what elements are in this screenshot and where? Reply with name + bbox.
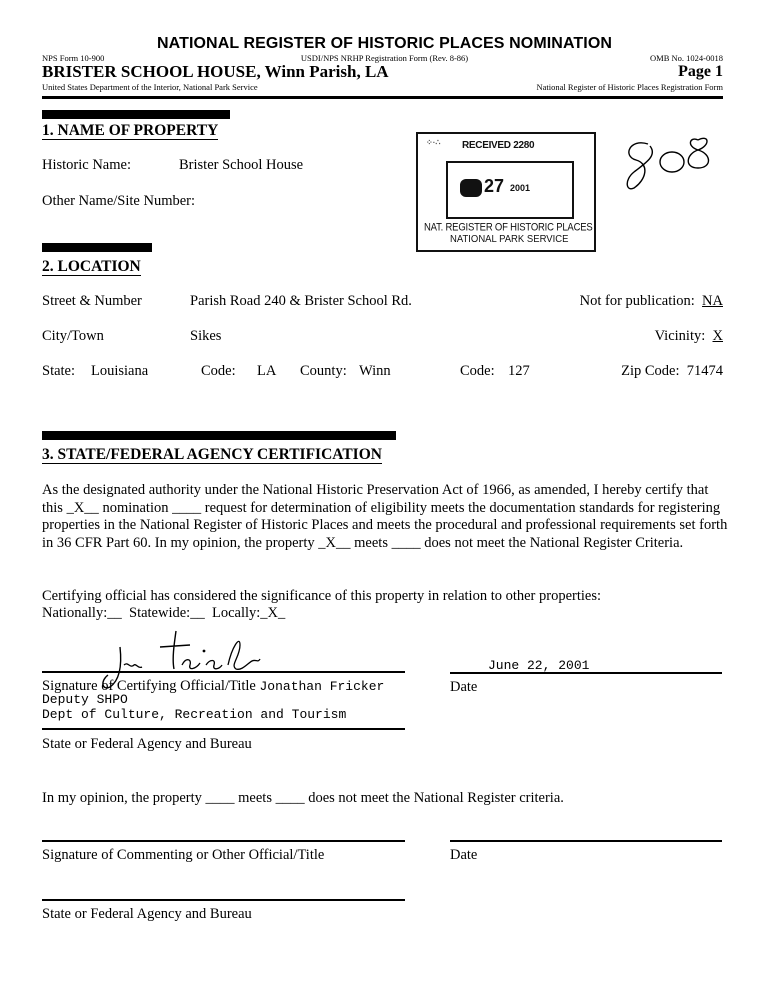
not-for-publication-value: NA — [702, 293, 723, 309]
state-code-value: LA — [257, 363, 277, 379]
agency-name: United States Department of the Interior, National Park Service — [42, 82, 258, 92]
commenting-opinion — [42, 790, 564, 807]
not-meets-mark: ____ — [391, 534, 421, 551]
form-number: NPS Form 10-900 — [42, 53, 105, 63]
document-title: NATIONAL REGISTER OF HISTORIC PLACES NOMINATION — [156, 35, 613, 52]
historic-name-value: Brister School House — [179, 157, 304, 173]
nomination-mark: _X__ — [66, 499, 99, 516]
section2-bar — [42, 243, 152, 252]
cert-text-1: As the designated authority under the National Historic Preservation Act of 1966, as amended, I hereby certify that this — [42, 482, 709, 516]
meets-mark: _X__ — [318, 534, 351, 551]
form-name: USDI/NPS NRHP Registration Form (Rev. 8-86) — [300, 53, 469, 63]
street-value: Parish Road 240 & Brister School Rd. — [190, 293, 412, 309]
opinion-meets-mark: ____ — [205, 790, 235, 806]
section1-bar — [42, 110, 230, 119]
vicinity — [655, 328, 723, 345]
state-value: Louisiana — [91, 363, 149, 379]
omb-number: OMB No. 1024-0018 — [650, 53, 723, 63]
certifying-bureau-line — [42, 728, 405, 730]
commenting-signature-line — [42, 840, 405, 842]
county-code-value: 127 — [508, 363, 530, 379]
county-code-label: Code: — [460, 363, 495, 379]
opinion-text-3: does not meet the National Register criteria. — [304, 790, 564, 806]
statewide-label: Statewide: — [129, 605, 191, 621]
opinion-text-2: meets — [234, 790, 276, 806]
not-for-publication-label: Not for publication: — [579, 293, 695, 309]
significance-levels — [42, 605, 285, 622]
locally-label: Locally: — [211, 605, 261, 621]
section1-heading: 1. NAME OF PROPERTY — [42, 122, 219, 139]
stamp-date-box — [446, 161, 574, 219]
request-mark: ____ — [172, 499, 202, 516]
handwritten-number-808 — [620, 132, 720, 194]
stamp-noise: ⁘·∴ — [426, 138, 441, 147]
commenting-bureau-label: State or Federal Agency and Bureau — [42, 906, 252, 922]
certifying-official-title: Deputy SHPO — [42, 692, 128, 707]
locally-value: _X_ — [260, 605, 286, 621]
certifying-signature-label: Signature of Certifying Official/Title — [42, 678, 256, 694]
stamp-month-blot — [460, 179, 482, 197]
commenting-bureau-line — [42, 899, 405, 901]
county-label: County: — [300, 363, 347, 379]
city-label: City/Town — [42, 328, 104, 344]
certifying-official-dept: Dept of Culture, Recreation and Tourism — [42, 707, 347, 722]
opinion-text-1: In my opinion, the property — [42, 790, 206, 806]
stamp-line2: NATIONAL PARK SERVICE — [450, 233, 569, 246]
stamp-line1: NAT. REGISTER OF HISTORIC PLACES — [424, 221, 593, 234]
stamp-year: 2001 — [510, 183, 531, 193]
section3-heading: 3. STATE/FEDERAL AGENCY CERTIFICATION — [42, 446, 382, 463]
cert-text-4: meets — [350, 534, 392, 551]
zip-code — [621, 363, 723, 380]
county-value: Winn — [359, 363, 391, 379]
city-value: Sikes — [190, 328, 222, 344]
certifying-signature-line — [42, 671, 405, 673]
zip-label: Zip Code: — [621, 363, 680, 379]
vicinity-value: X — [712, 328, 723, 344]
certifying-official-name: Jonathan Fricker — [259, 679, 385, 694]
header-rule — [42, 96, 723, 99]
stamp-received: RECEIVED 2280 — [462, 140, 535, 151]
cert-text-3: request for determination of eligibility meets the documentation standards for registering properties in the National Register of Historic Places and meets the procedural and professional requirements set forth in 36 CFR Part 60. In my opinion, the property — [42, 499, 728, 551]
stamp-day: 27 — [484, 176, 505, 196]
opinion-not-meets-mark: ____ — [275, 790, 305, 806]
statewide-value: __ — [190, 605, 205, 621]
state-code-label: Code: — [201, 363, 236, 379]
other-name-label: Other Name/Site Number: — [42, 193, 196, 209]
commenting-date-label: Date — [450, 847, 478, 863]
certifying-date-value: June 22, 2001 — [488, 658, 590, 673]
zip-value: 71474 — [686, 363, 723, 379]
cert-text-5: does not meet the National Register Criteria. — [420, 534, 684, 551]
state-label: State: — [42, 363, 76, 379]
significance-text: Certifying official has considered the significance of this property in relation to other properties: — [42, 588, 602, 604]
page-number: Page 1 — [678, 63, 723, 80]
certifying-bureau-label: State or Federal Agency and Bureau — [42, 736, 252, 752]
commenting-signature-label: Signature of Commenting or Other Official/Title — [42, 847, 325, 863]
not-for-publication — [580, 293, 723, 310]
historic-name-label: Historic Name: — [42, 157, 131, 173]
nationally-value: __ — [107, 605, 122, 621]
section2-heading: 2. LOCATION — [42, 258, 141, 275]
form-subtitle: National Register of Historic Places Registration Form — [536, 82, 723, 92]
property-title: BRISTER SCHOOL HOUSE, Winn Parish, LA — [42, 62, 389, 81]
certification-paragraph — [42, 482, 732, 552]
received-stamp — [416, 132, 596, 252]
street-label: Street & Number — [42, 293, 142, 309]
cert-text-2: nomination — [98, 499, 173, 516]
vicinity-label: Vicinity: — [654, 328, 706, 344]
nationally-label: Nationally: — [42, 605, 108, 621]
commenting-date-line — [450, 840, 722, 842]
certifying-date-label: Date — [450, 679, 478, 695]
section3-bar — [42, 431, 396, 440]
